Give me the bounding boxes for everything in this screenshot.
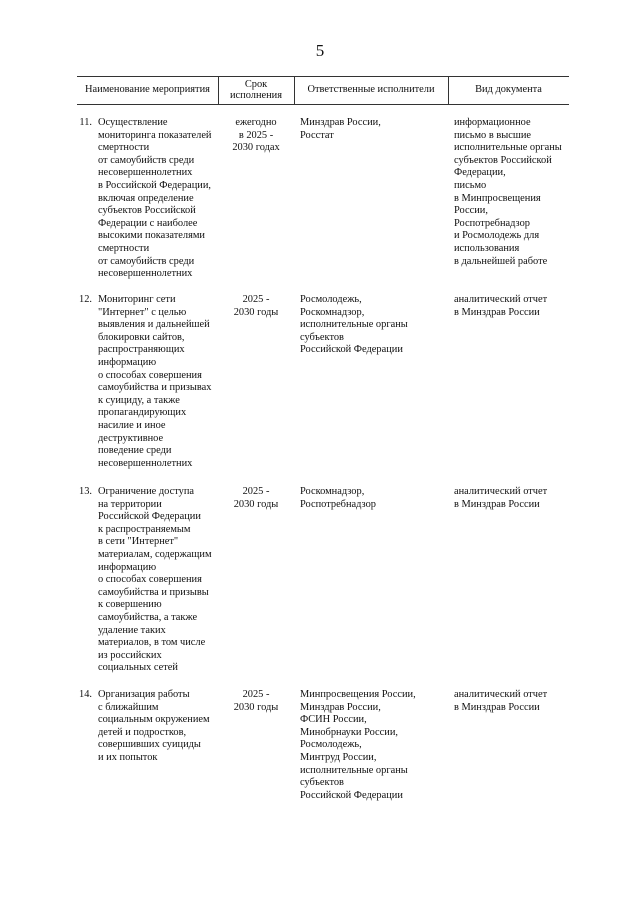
row-name: Ограничение доступа на территории Российской Федерации к распространяемым в сети "Интернет" материалам, содержащим информацию о способах совершения самоубийства и призывы к совершению самоубийства, а также удаление таких материалов, в том числе из российских социальных сетей bbox=[98, 486, 212, 674]
table-header-bottom-rule bbox=[77, 104, 569, 105]
row-name: Мониторинг сети "Интернет" с целью выявления и дальнейшей блокировки сайтов, распространяющих информацию о способах совершения самоубийства и призывах к суициду, а также пропагандирующих насилие и иное деструктивное поведение среди несовершеннолетних bbox=[98, 294, 212, 469]
row-executors: Роскомнадзор, Роспотребнадзор bbox=[300, 486, 376, 510]
row-doc-type: аналитический отчет в Минздрав России bbox=[454, 689, 548, 713]
column-header-doc-type: Вид документа bbox=[475, 84, 542, 96]
row-name: Осуществление мониторинга показателей смертности от самоубийств среди несовершеннолетних в Российской Федерации, включая определение субъектов Российской Федерации с наиболее высокими показателями смертности от самоубийств среди несовершеннолетних bbox=[98, 117, 212, 280]
row-deadline: ежегодно в 2025 - 2030 годах bbox=[232, 117, 280, 154]
row-number: 11. bbox=[79, 117, 92, 128]
column-header-name: Наименование мероприятия bbox=[85, 84, 210, 96]
row-executors: Минпросвещения России, Минздрав России, ФСИН России, Минобрнауки России, Росмолодежь, Минтруд России, исполнительные органы субъектов Российской Федерации bbox=[300, 689, 416, 801]
column-header-executors: Ответственные исполнители bbox=[307, 84, 435, 96]
row-doc-type: информационное письмо в высшие исполнительные органы субъектов Российской Федерации, письмо в Минпросвещения России, Роспотребнадзор и Росмолодежь для использования в дальнейшей работе bbox=[454, 117, 562, 267]
row-executors: Росмолодежь, Роскомнадзор, исполнительные органы субъектов Российской Федерации bbox=[300, 294, 408, 356]
row-name: Организация работы с ближайшим социальным окружением детей и подростков, совершивших суициды и их попыток bbox=[98, 689, 210, 763]
row-doc-type: аналитический отчет в Минздрав России bbox=[454, 294, 548, 318]
row-number: 14. bbox=[79, 689, 92, 700]
row-executors: Минздрав России, Росстат bbox=[300, 117, 381, 141]
column-header-deadline: Срок исполнения bbox=[229, 78, 283, 101]
row-deadline: 2025 - 2030 годы bbox=[233, 689, 279, 713]
row-number: 13. bbox=[79, 486, 92, 497]
row-doc-type: аналитический отчет в Минздрав России bbox=[454, 486, 548, 510]
row-deadline: 2025 - 2030 годы bbox=[233, 294, 279, 318]
row-deadline: 2025 - 2030 годы bbox=[233, 486, 279, 510]
page-number: 5 bbox=[315, 41, 325, 60]
row-number: 12. bbox=[79, 294, 92, 305]
